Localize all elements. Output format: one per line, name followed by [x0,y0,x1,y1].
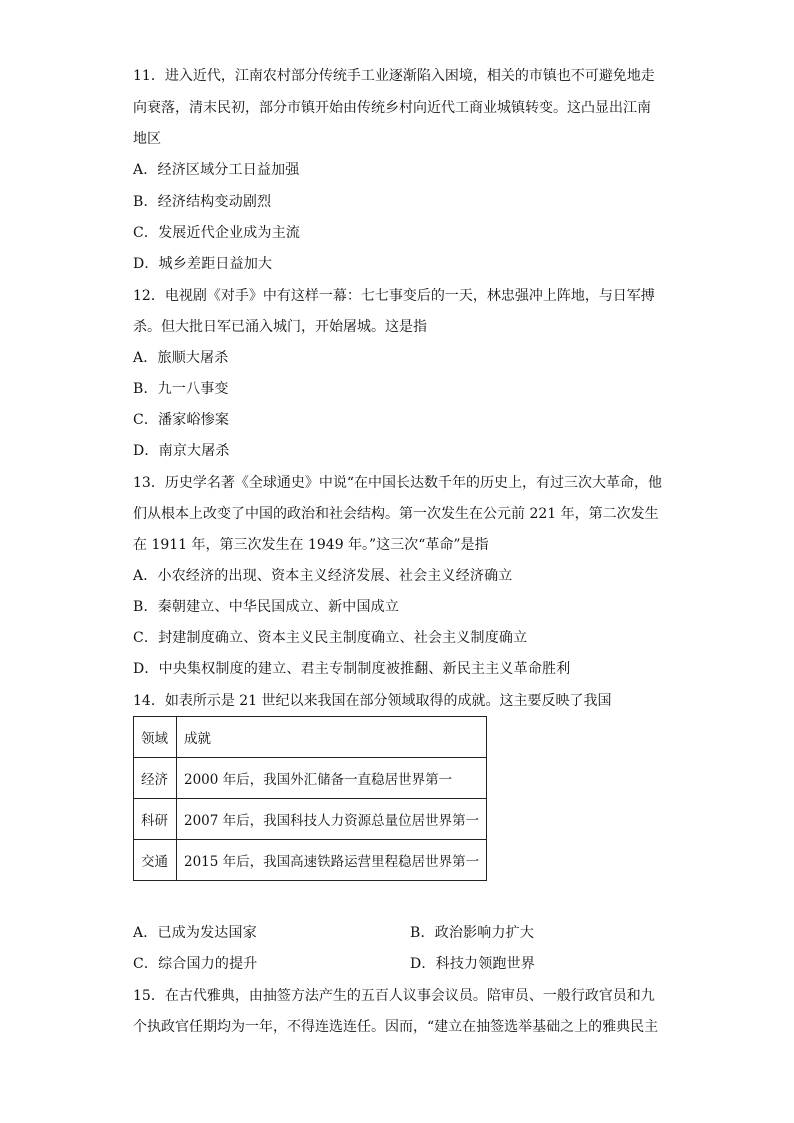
q13-option-a[interactable]: A．小农经济的出现、资本主义经济发展、社会主义经济确立 [133,568,513,584]
achievements-table [133,716,487,881]
q11-stem-line-3: 地区 [133,131,161,147]
table-header-cell: 成就 [177,717,487,758]
table-cell: 经济 [134,758,177,799]
q13-stem-line-1: 13．历史学名著《全球通史》中说“在中国长达数千年的历史上，有过三次大革命，他 [133,475,662,491]
q14-stem-line-1: 14．如表所示是 21 世纪以来我国在部分领域取得的成就。这主要反映了我国 [133,693,612,709]
q12-stem-line-1: 12．电视剧《对手》中有这样一幕：七七事变后的一天，林忠强冲上阵地，与日军搏 [133,288,655,304]
q12-stem-line-2: 杀。但大批日军已涌入城门，开始屠城。这是指 [133,319,427,335]
table-row [134,758,487,799]
q14-option-d[interactable]: D．科技力领跑世界 [410,956,536,972]
q13-stem-line-2: 们从根本上改变了中国的政治和社会结构。第一次发生在公元前 221 年，第二次发生 [133,506,659,522]
q12-option-a[interactable]: A．旅顺大屠杀 [133,350,229,366]
q11-option-c[interactable]: C．发展近代企业成为主流 [133,225,301,241]
q14-option-c[interactable]: C．综合国力的提升 [133,956,258,972]
table-cell: 科研 [134,799,177,840]
table-cell: 2007 年后，我国科技人力资源总量位居世界第一 [177,799,487,840]
q12-option-d[interactable]: D．南京大屠杀 [133,443,230,459]
table-row [134,840,487,881]
q13-option-b[interactable]: B．秦朝建立、中华民国成立、新中国成立 [133,599,400,615]
q12-option-c[interactable]: C．潘家峪惨案 [133,412,230,428]
q11-stem-line-2: 向衰落，清末民初，部分市镇开始由传统乡村向近代工商业城镇转变。这凸显出江南 [133,100,651,116]
q15-stem-line-1: 15．在古代雅典，由抽签方法产生的五百人议事会议员。陪审员、一般行政官员和九 [133,988,655,1004]
table-cell: 2000 年后，我国外汇储备一直稳居世界第一 [177,758,487,799]
table-header-cell: 领域 [134,717,177,758]
q15-stem-line-2: 个执政官任期均为一年，不得连选连任。因而，“建立在抽签选举基础之上的雅典民主 [133,1019,659,1035]
q11-option-a[interactable]: A．经济区域分工日益加强 [133,162,300,178]
table-row [134,799,487,840]
q14-option-a[interactable]: A．已成为发达国家 [133,925,257,941]
q11-option-b[interactable]: B．经济结构变动剧烈 [133,194,272,210]
q13-stem-line-3: 在 1911 年，第三次发生在 1949 年。”这三次“革命”是指 [133,537,489,553]
q13-option-d[interactable]: D．中央集权制度的建立、君主专制制度被推翻、新民主主义革命胜利 [133,661,571,677]
q11-option-d[interactable]: D．城乡差距日益加大 [133,256,273,272]
table-cell: 交通 [134,840,177,881]
table-cell: 2015 年后，我国高速铁路运营里程稳居世界第一 [177,840,487,881]
q11-stem-line-1: 11．进入近代，江南农村部分传统手工业逐渐陷入困境，相关的市镇也不可避免地走 [133,68,655,84]
q12-option-b[interactable]: B．九一八事变 [133,381,229,397]
q14-option-b[interactable]: B．政治影响力扩大 [410,925,535,941]
q13-option-c[interactable]: C．封建制度确立、资本主义民主制度确立、社会主义制度确立 [133,630,528,646]
table-header-row [134,717,487,758]
